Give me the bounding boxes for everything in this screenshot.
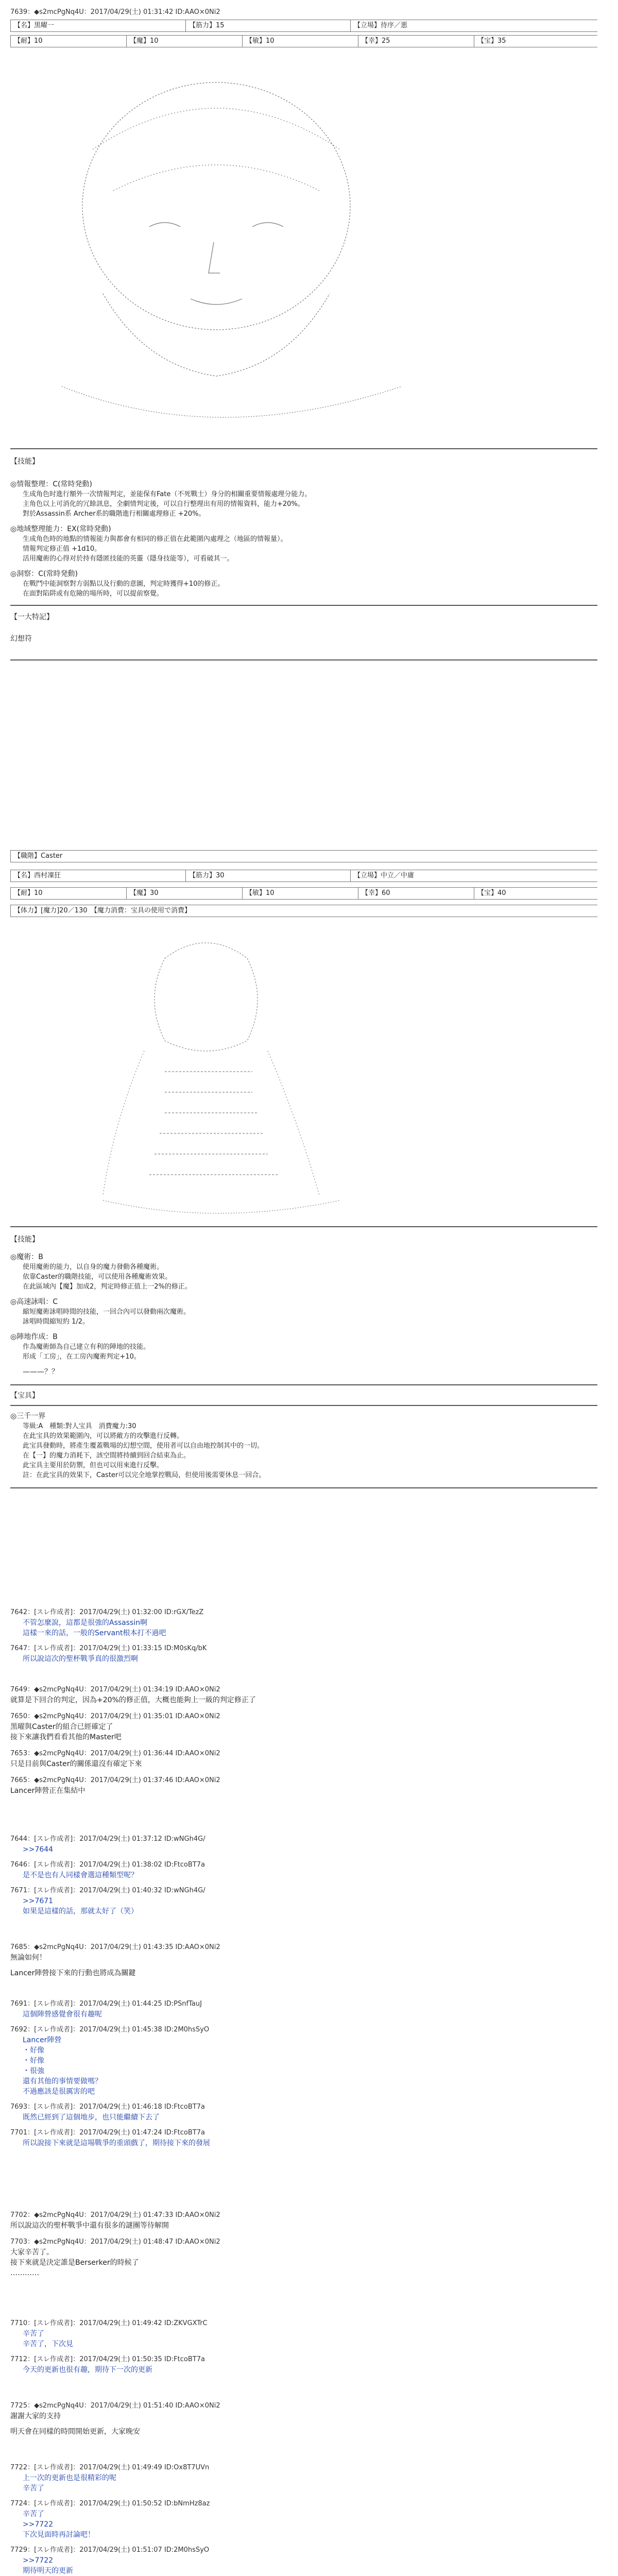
align-cell: 【立場】中立／中庸 [350,870,601,882]
skill-3-line: 在戰鬥中能洞察對方弱點以及行動的意圖，判定時獲得+10的修正。 [23,580,225,588]
reply-line: ・很強 [23,2067,44,2075]
reply-line: 這樣一來的話，一般的Servant根本打不過吧 [23,1629,166,1637]
reply-block-5 [10,2463,597,2576]
post-line: 接下來就是決定誰是Berserker的時候了 [10,2259,139,2267]
stat-cell: 【耐】10 [10,888,130,899]
reply-line: 上一次的更新也是很精彩的呢 [23,2474,116,2482]
np-title: 【宝具】 [10,1392,39,1400]
divider [10,605,597,606]
stat-cell: 【宝】35 [474,36,601,47]
post-header: 7665：◆s2mcPgNq4U：2017/04/29(土) 01:37:46 ID:AAO×0Ni2 [10,1776,220,1784]
post-header: 7702：◆s2mcPgNq4U：2017/04/29(土) 01:47:33 ID:AAO×0Ni2 [10,2211,220,2219]
post-header: 7703：◆s2mcPgNq4U：2017/04/29(土) 01:48:47 ID:AAO×0Ni2 [10,2238,220,2246]
reply-block-2 [10,1834,597,1917]
np-line: 在【一】的魔力消耗下，該空間將持續到回合結束為止。 [23,1452,191,1460]
reply-line: 下次見面時再討論吧！ [23,2531,95,2539]
reply-line: 辛苦了 [23,2330,44,2338]
reply-block-1 [10,1607,597,1664]
post-line: 明天會在同樣的時間開始更新，大家晚安 [10,2428,140,2436]
skill-1-line: 在此區域內【魔】加成2，判定時修正值上一2%的修正。 [23,1283,192,1291]
skill-3-line: 在面對陷阱或有危險的場所時，可以提前察覺。 [23,590,164,598]
skills-title: 【技能】 [10,457,39,466]
reply-line: 期待明天的更新 [23,2567,73,2575]
reply-line: 還有其他的事情要做嗎？ [23,2077,102,2086]
ascii-art-portrait-2 [10,927,597,1226]
np-line: 在此宝具的效果範圍內，可以將敵方的攻擊進行反轉。 [23,1432,184,1440]
post-line: 謝謝大家的支持 [10,2412,61,2420]
divider [10,1405,597,1406]
reply-line: 辛苦了，下次見 [23,2340,73,2348]
reply-line: 是不是也有人同樣會選這種類型呢？ [23,1871,138,1879]
skill-2-line: 縮短魔術詠唱時間的技能，一回合內可以發動兩次魔術。 [23,1308,191,1316]
post-7725 [10,2401,597,2437]
reply-header: 7701：[スレ作成者]：2017/04/29(土) 01:47:24 ID:FtcoBT7a [10,2129,205,2137]
reply-line: >>7671 [23,1897,54,1905]
class-cell: 【職階】Caster [10,851,189,862]
reply-line: >>7644 [23,1845,54,1854]
post-line: Lancer陣營接下來的行動也將成為關鍵 [10,1969,136,1977]
post-line: 只是目前與Caster的關係還沒有確定下來 [10,1760,142,1768]
post-header: 7650：◆s2mcPgNq4U：2017/04/29(土) 01:35:01 ID:AAO×0Ni2 [10,1713,220,1720]
ascii-art-portrait-1 [10,57,597,448]
status-row-2 [10,887,597,900]
post-header: 7649：◆s2mcPgNq4U：2017/04/29(土) 01:34:19 ID:AAO×0Ni2 [10,1686,220,1693]
skill-1-line: 使用魔術的能力，以自身的魔力發動各種魔術。 [23,1263,164,1271]
reply-line: Lancer陣營 [23,2036,62,2044]
skill-2-line: 生成角色時的地點的情報能力與都會有相同的修正值在此範圍內處理之（地區的情報量）。 [23,535,287,543]
reply-header: 7647：[スレ作成者]：2017/04/29(土) 01:33:15 ID:M0sKq/bK [10,1645,207,1652]
reply-block-4 [10,2318,597,2375]
str-cell: 【筋力】30 [185,870,354,882]
reply-header: 7692：[スレ作成者]：2017/04/29(土) 01:45:38 ID:2M0hsSyO [10,2026,210,2033]
post-7702 [10,2210,597,2278]
stat-cell: 【幸】25 [358,36,477,47]
name-cell: 【名】西村凜狂 [10,870,189,882]
reply-header: 7671：[スレ作成者]：2017/04/29(土) 01:40:32 ID:wNGh4G/ [10,1887,205,1894]
stat-cell: 【魔】10 [126,36,246,47]
np-line: 等級:A 種類:對人宝具 消費魔力:30 [23,1422,136,1430]
np-line: 此宝具主要用於防禦，但也可以用來進行反擊。 [23,1462,164,1469]
divider [10,1487,597,1488]
skill-2-line: 活用魔術的心得对於持有隱匿技能的英靈（隱身技能等），可看破其一。 [23,555,234,563]
post-header: 7653：◆s2mcPgNq4U：2017/04/29(土) 01:36:44 ID:AAO×0Ni2 [10,1750,220,1757]
reply-line: 所以說接下來就是這場戰爭的重頭戲了，期待接下來的發展 [23,2139,210,2147]
skill-3-line: 形成「工房」，在工房內魔術判定+10。 [23,1353,141,1361]
class-row [10,850,597,862]
reply-header: 7644：[スレ作成者]：2017/04/29(土) 01:37:12 ID:wNGh4G/ [10,1835,205,1843]
reply-header: 7724：[スレ作成者]：2017/04/29(土) 01:50:52 ID:bNmHz8az [10,2500,210,2507]
skills-title: 【技能】 [10,1235,39,1244]
post-header: 7685：◆s2mcPgNq4U：2017/04/29(土) 01:43:35 ID:AAO×0Ni2 [10,1943,220,1951]
reply-line: 不管怎麼說，這都是很強的Assassin啊 [23,1619,148,1627]
stat-cell: 【敏】10 [242,36,362,47]
str-cell: 【筋力】15 [185,20,354,31]
reply-line: 所以說這次的聖杯戰爭真的很激烈啊 [23,1655,138,1663]
np-line: 此宝具發動時，將產生覆蓋戰場的幻想空間，使用者可以自由地控制其中的一切。 [23,1442,264,1450]
stat-cell: 【幸】60 [358,888,477,899]
status-row-1 [10,20,597,32]
status-row-2 [10,35,597,47]
reply-line: >>7722 [23,2520,54,2529]
stat-cell: 【耐】10 [10,36,130,47]
skill-1-line: 生成角色时進行額外一次情報判定，並能保有Fate（不死戰士）身分的相關重要情報處理分能力。 [23,490,312,498]
reply-header: 7712：[スレ作成者]：2017/04/29(土) 01:50:35 ID:FtcoBT7a [10,2355,205,2363]
divider [10,1384,597,1385]
reply-line: 這個陣營感覺會很有趣呢 [23,2010,102,2019]
reply-line: 不過應該是很厲害的吧 [23,2088,95,2096]
align-cell: 【立場】待序／悪 [350,20,601,31]
stat-cell: 【宝】40 [474,888,601,899]
stat-cell: 【魔】30 [126,888,246,899]
reply-header: 7691：[スレ作成者]：2017/04/29(土) 01:44:25 ID:PSnfTauJ [10,2000,202,2008]
reply-line: 既然已經到了這個地步，也只能繼續下去了 [23,2113,160,2122]
reply-header: 7722：[スレ作成者]：2017/04/29(土) 01:49:49 ID:Ox8T7UVn [10,2464,210,2471]
skill-2-line: 詠唱時間縮短約 1/2。 [23,1318,90,1326]
post-line: 所以說這次的聖杯戰爭中還有很多的謎團等待解開 [10,2222,169,2230]
reply-line: 今天的更新也很有趣，期待下一次的更新 [23,2366,152,2374]
np-name: ◎三千一界 [10,1412,46,1420]
np-line: 註：在此宝具的效果下，Caster可以完全地掌控戰局，但使用後需要休息一回合。 [23,1471,266,1479]
reply-line: ・好像 [23,2057,44,2065]
reply-line: ・好像 [23,2046,44,2055]
skill-1-line: 對於Assassin系 Archer系的職階進行相關處理修正 +20%。 [23,510,205,518]
divider [10,448,597,449]
skill-3-line: 作為魔術師為自己建立有利的陣地的技能。 [23,1343,150,1351]
dashes: ———？？ [23,1368,59,1376]
stat-cell: 【敏】10 [242,888,362,899]
skill-1-name: ◎魔術：B [10,1253,43,1261]
reply-line: 如果是這樣的話，那就太好了（笑） [23,1907,138,1916]
reply-header: 7729：[スレ作成者]：2017/04/29(土) 01:51:07 ID:2M0hsSyO [10,2546,210,2554]
skill-1-line: 主角色以上可消化的冗餘訊息，全劇情判定後，可以自行整理出有用的情報資料，能力+20%。 [23,500,304,508]
skill-2-name: ◎地域整理能力：EX(常時発動) [10,525,111,533]
post-7639 [10,7,597,660]
reply-header: 7710：[スレ作成者]：2017/04/29(土) 01:49:42 ID:ZKVGXTrC [10,2319,208,2327]
post-7649 [10,1685,597,1796]
reply-line: >>7722 [23,2556,54,2565]
post-line: Lancer陣營正在集結中 [10,1787,85,1795]
post-header: 7725：◆s2mcPgNq4U：2017/04/29(土) 01:51:40 ID:AAO×0Ni2 [10,2402,220,2410]
skill-1-line: 依靠Caster的職階技能，可以使用各種魔術效果。 [23,1273,172,1281]
skill-3-name: ◎洞察：C(常時発動) [10,570,78,578]
reply-header: 7642：[スレ作成者]：2017/04/29(土) 01:32:00 ID:rGX/TezZ [10,1608,204,1616]
status-row-1 [10,870,597,882]
post-line: ………… [10,2269,39,2277]
skill-1-name: ◎情報整理：C(常時発動) [10,480,92,488]
status-row-3 [10,905,597,917]
skill-2-name: ◎高速詠唱：C [10,1298,58,1306]
post-7685 [10,1942,597,1978]
name-cell: 【名】黒曜一 [10,20,189,31]
post-line: 就算是下回合的判定，因為+20%的修正值，大概也能夠上一級的判定修正了 [10,1696,256,1704]
reply-header: 7646：[スレ作成者]：2017/04/29(土) 01:38:02 ID:FtcoBT7a [10,1861,205,1869]
affinity-title: 【一大特記】 [10,613,54,621]
skill-3-name: ◎陣地作成：B [10,1333,58,1341]
reply-line: 辛苦了 [23,2484,44,2493]
post-line: 大家辛苦了。 [10,2248,54,2257]
divider [10,659,597,660]
mana-cell: 【体力】[魔力]20／130 【魔力消費：宝具の使用で消費】 [10,905,601,917]
post-line: 黑曜與Caster的組合已經確定了 [10,1723,113,1731]
divider [10,1226,597,1227]
reply-block-3 [10,1999,597,2148]
post-caster-sheet [10,850,597,1488]
reply-header: 7693：[スレ作成者]：2017/04/29(土) 01:46:18 ID:FtcoBT7a [10,2103,205,2111]
reply-line: 辛苦了 [23,2510,44,2518]
post-line: 無論如何！ [10,1954,46,1962]
skill-2-line: 情報判定修正值 +1d10。 [23,545,101,553]
post-line: 接下來讓我們看看其他的Master吧 [10,1733,122,1741]
post-header: 7639：◆s2mcPgNq4U：2017/04/29(土) 01:31:42 ID:AAO×0Ni2 [10,8,220,16]
affinity-value: 幻想符 [10,635,32,643]
